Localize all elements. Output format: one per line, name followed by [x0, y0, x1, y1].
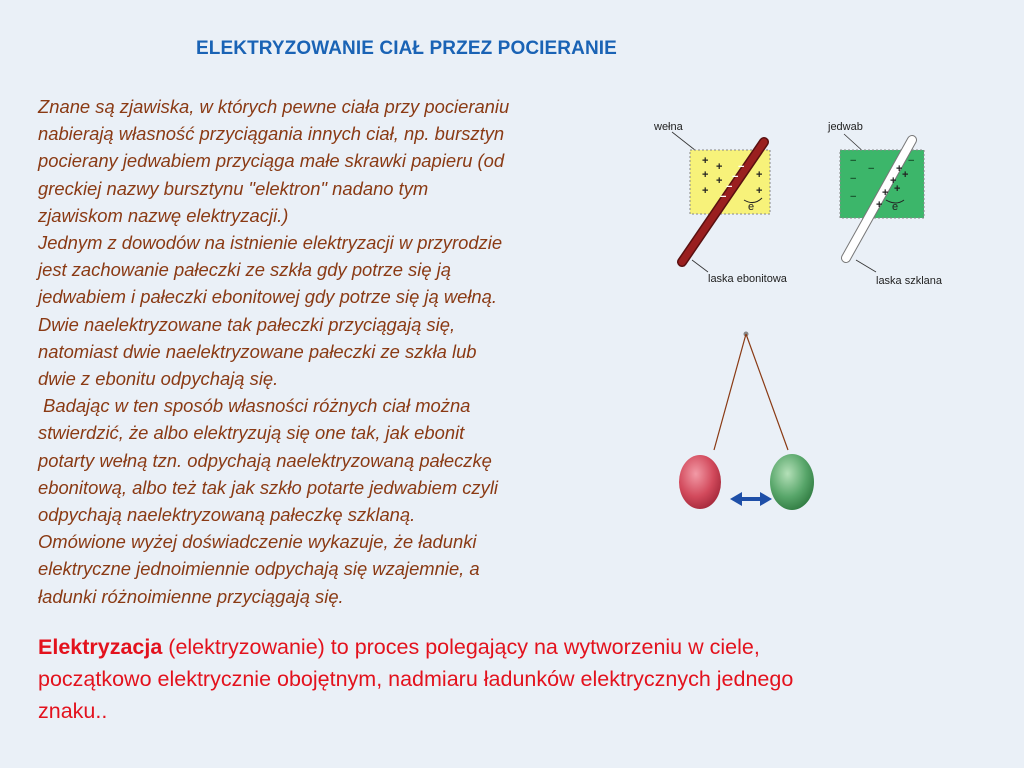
body-line: odpychają naelektryzowaną pałeczkę szklaną. [38, 504, 416, 526]
body-line: Jednym z dowodów na istnienie elektryzacji w przyrodzie [38, 232, 503, 254]
wool-label: wełna [654, 121, 683, 133]
plus-sign: + [702, 169, 709, 181]
body-line: jest zachowanie pałeczki ze szkła gdy potrze się ją [38, 259, 451, 281]
left-thread [714, 334, 746, 450]
definition [38, 631, 978, 727]
body-line: Omówione wyżej doświadczenie wykazuje, że ładunki [38, 531, 477, 553]
minus-sign: − [908, 155, 915, 167]
plus-sign: + [894, 183, 901, 195]
body-line: stwierdzić, że albo elektryzują się one tak, jak ebonit [38, 422, 465, 444]
minus-sign: − [720, 191, 727, 203]
definition-line: znaku.. [38, 699, 108, 723]
plus-sign: + [882, 187, 889, 199]
minus-sign: − [850, 155, 857, 167]
electron-label: e [748, 201, 755, 213]
body-line: pocierany jedwabiem przyciąga małe skrawki papieru (od [38, 150, 505, 172]
balloons-figure [670, 325, 830, 520]
body-line: dwie z ebonitu odpychają się. [38, 368, 279, 390]
body-line: ebonitową, albo też tak jak szkło potarte jedwabiem czyli [38, 476, 498, 498]
body-line: potarty wełną tzn. odpychają naelektryzowaną pałeczkę [38, 449, 492, 471]
green-balloon [770, 454, 814, 510]
electron-label: e [892, 201, 899, 213]
plus-sign: + [876, 199, 883, 211]
definition-term: Elektryzacja [38, 635, 163, 659]
minus-sign: − [726, 181, 733, 193]
body-text [38, 93, 638, 610]
page-title: ELEKTRYZOWANIE CIAŁ PRZEZ POCIERANIE [196, 38, 617, 59]
plus-sign: + [756, 169, 763, 181]
body-line: zjawiskom nazwę elektryzacji.) [38, 204, 289, 226]
rod-label-pointer [856, 260, 876, 272]
minus-sign: − [732, 171, 739, 183]
plus-sign: + [702, 155, 709, 167]
plus-sign: + [902, 169, 909, 181]
definition-line: początkowo elektrycznie obojętnym, nadmiaru ładunków elektrycznych jednego [38, 667, 794, 691]
body-line: nabierają własność przyciągania innych ciał, np. bursztyn [38, 123, 505, 145]
definition-text: (elektryzowanie) to proces polegający na wytworzeniu w ciele, [162, 635, 760, 659]
repulsion-arrow [730, 492, 772, 506]
body-line: Znane są zjawiska, w których pewne ciała przy pocieraniu [38, 96, 510, 117]
ebonite-rod-label: laska ebonitowa [708, 273, 787, 285]
body-line: elektryczne jednoimiennie odpychają się wzajemnie, a [38, 558, 480, 580]
right-thread [746, 334, 788, 450]
body-line: greckiej nazwy bursztynu "elektron" nadano tym [38, 177, 429, 199]
glass-silk-figure [822, 112, 982, 292]
plus-sign: + [890, 175, 897, 187]
minus-sign: − [850, 173, 857, 185]
plus-sign: + [702, 185, 709, 197]
minus-sign: − [850, 191, 857, 203]
plus-sign: + [896, 163, 903, 175]
body-line: jedwabiem i pałeczki ebonitowej gdy potrze się ją wełną. [38, 286, 497, 308]
rod-label-pointer [692, 260, 708, 272]
glass-rod-label: laska szklana [876, 275, 943, 287]
minus-sign: − [868, 163, 875, 175]
red-balloon [679, 455, 721, 509]
body-line: ładunki różnoimienne przyciągają się. [38, 585, 344, 607]
plus-sign: + [716, 161, 723, 173]
body-line: Dwie naelektryzowane tak pałeczki przyciągają się, [38, 313, 456, 335]
definition-line [38, 631, 978, 663]
plus-sign: + [756, 185, 763, 197]
plus-sign: + [716, 175, 723, 187]
body-line: natomiast dwie naelektryzowane pałeczki ze szkła lub [38, 340, 477, 362]
silk-label: jedwab [828, 121, 863, 133]
ebonite-wool-figure [650, 112, 810, 287]
minus-sign: − [738, 161, 745, 173]
body-line: Badając w ten sposób własności różnych ciał można [38, 395, 471, 417]
